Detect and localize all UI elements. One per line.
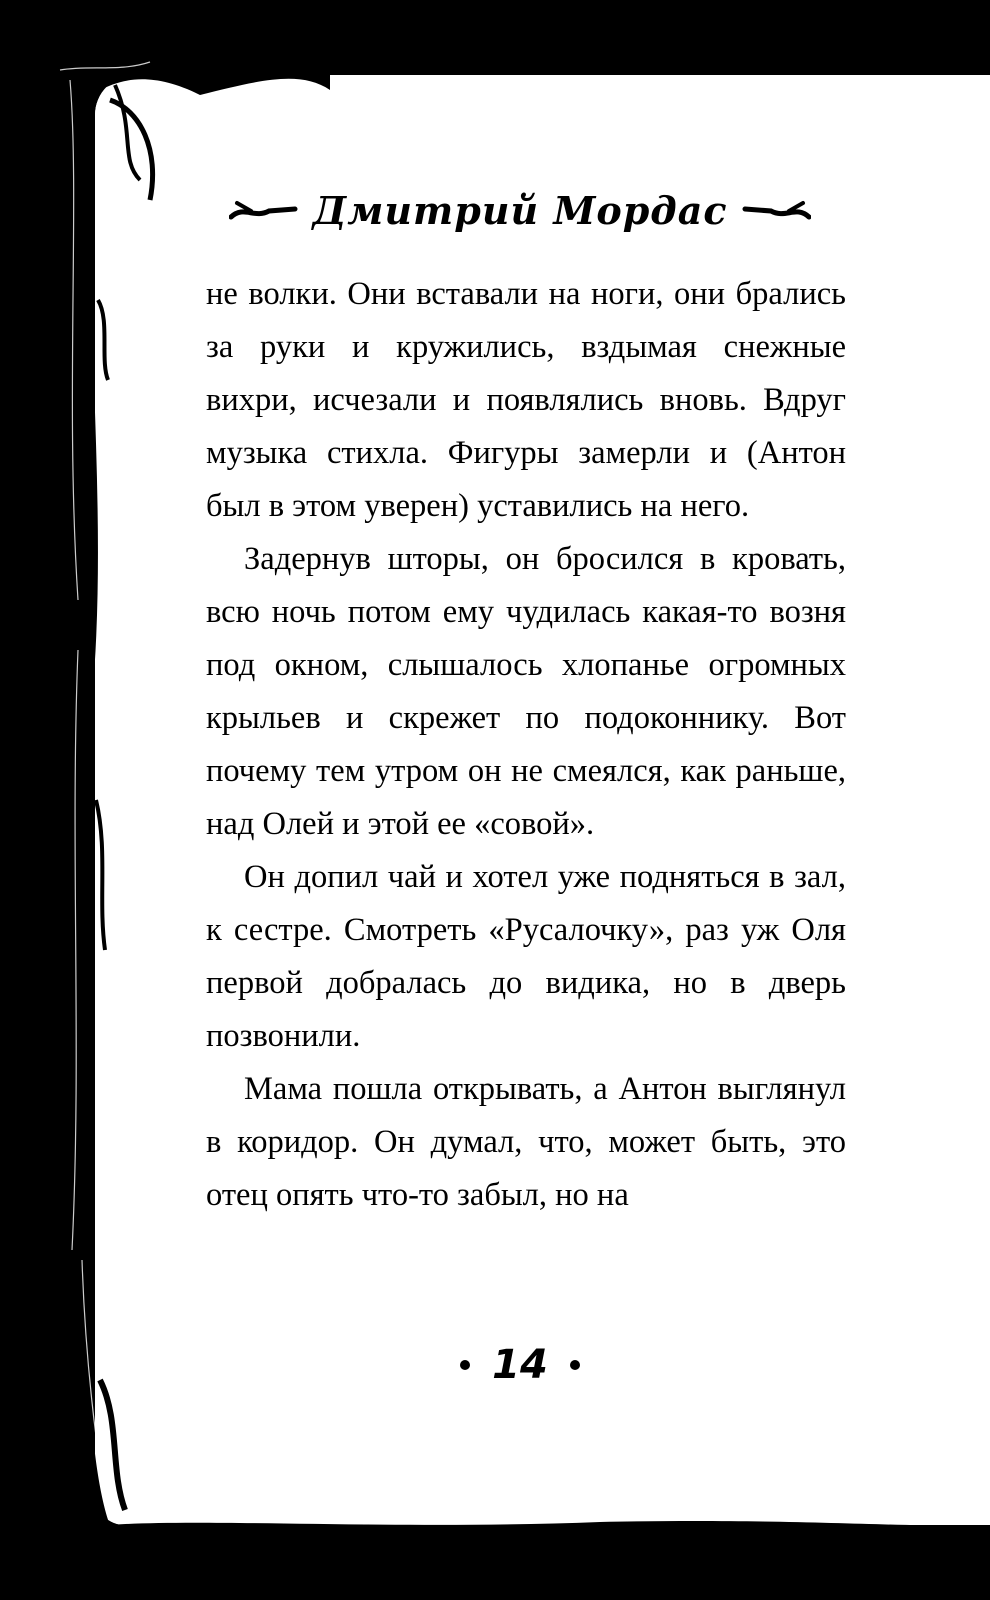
paragraph: не волки. Они вставали на ноги, они брались за руки и кружились, вздымая снежные вихри, исчезали и появлялись вновь. Вдруг музыка стихла. Фигуры замерли и (Антон был в этом уверен) уставились на него. [206,276,846,524]
running-header [200,180,840,240]
bullet-icon [460,1360,470,1370]
author-name: Дмитрий Мордас [312,187,728,233]
left-ornament-icon [229,195,299,225]
page-footer [200,1335,840,1395]
body-text [206,268,846,1222]
page-number: 14 [492,1342,548,1388]
paragraph: Он допил чай и хотел уже подняться в зал, к сестре. Смотреть «Русалочку», раз уж Оля первой добралась до видика, но в дверь позвонили. [206,859,846,1054]
right-ornament-icon [741,195,811,225]
paragraph: Мама пошла открывать, а Антон выглянул в коридор. Он думал, что, может быть, это отец опять что-то забыл, но на [206,1071,846,1213]
bullet-icon [570,1360,580,1370]
paragraph: Задернув шторы, он бросился в кровать, всю ночь потом ему чудилась какая-то возня под окном, слышалось хлопанье огромных крыльев и скрежет по подоконнику. Вот почему тем утром он не смеялся, как раньше, над Олей и этой ее «совой». [206,541,846,842]
